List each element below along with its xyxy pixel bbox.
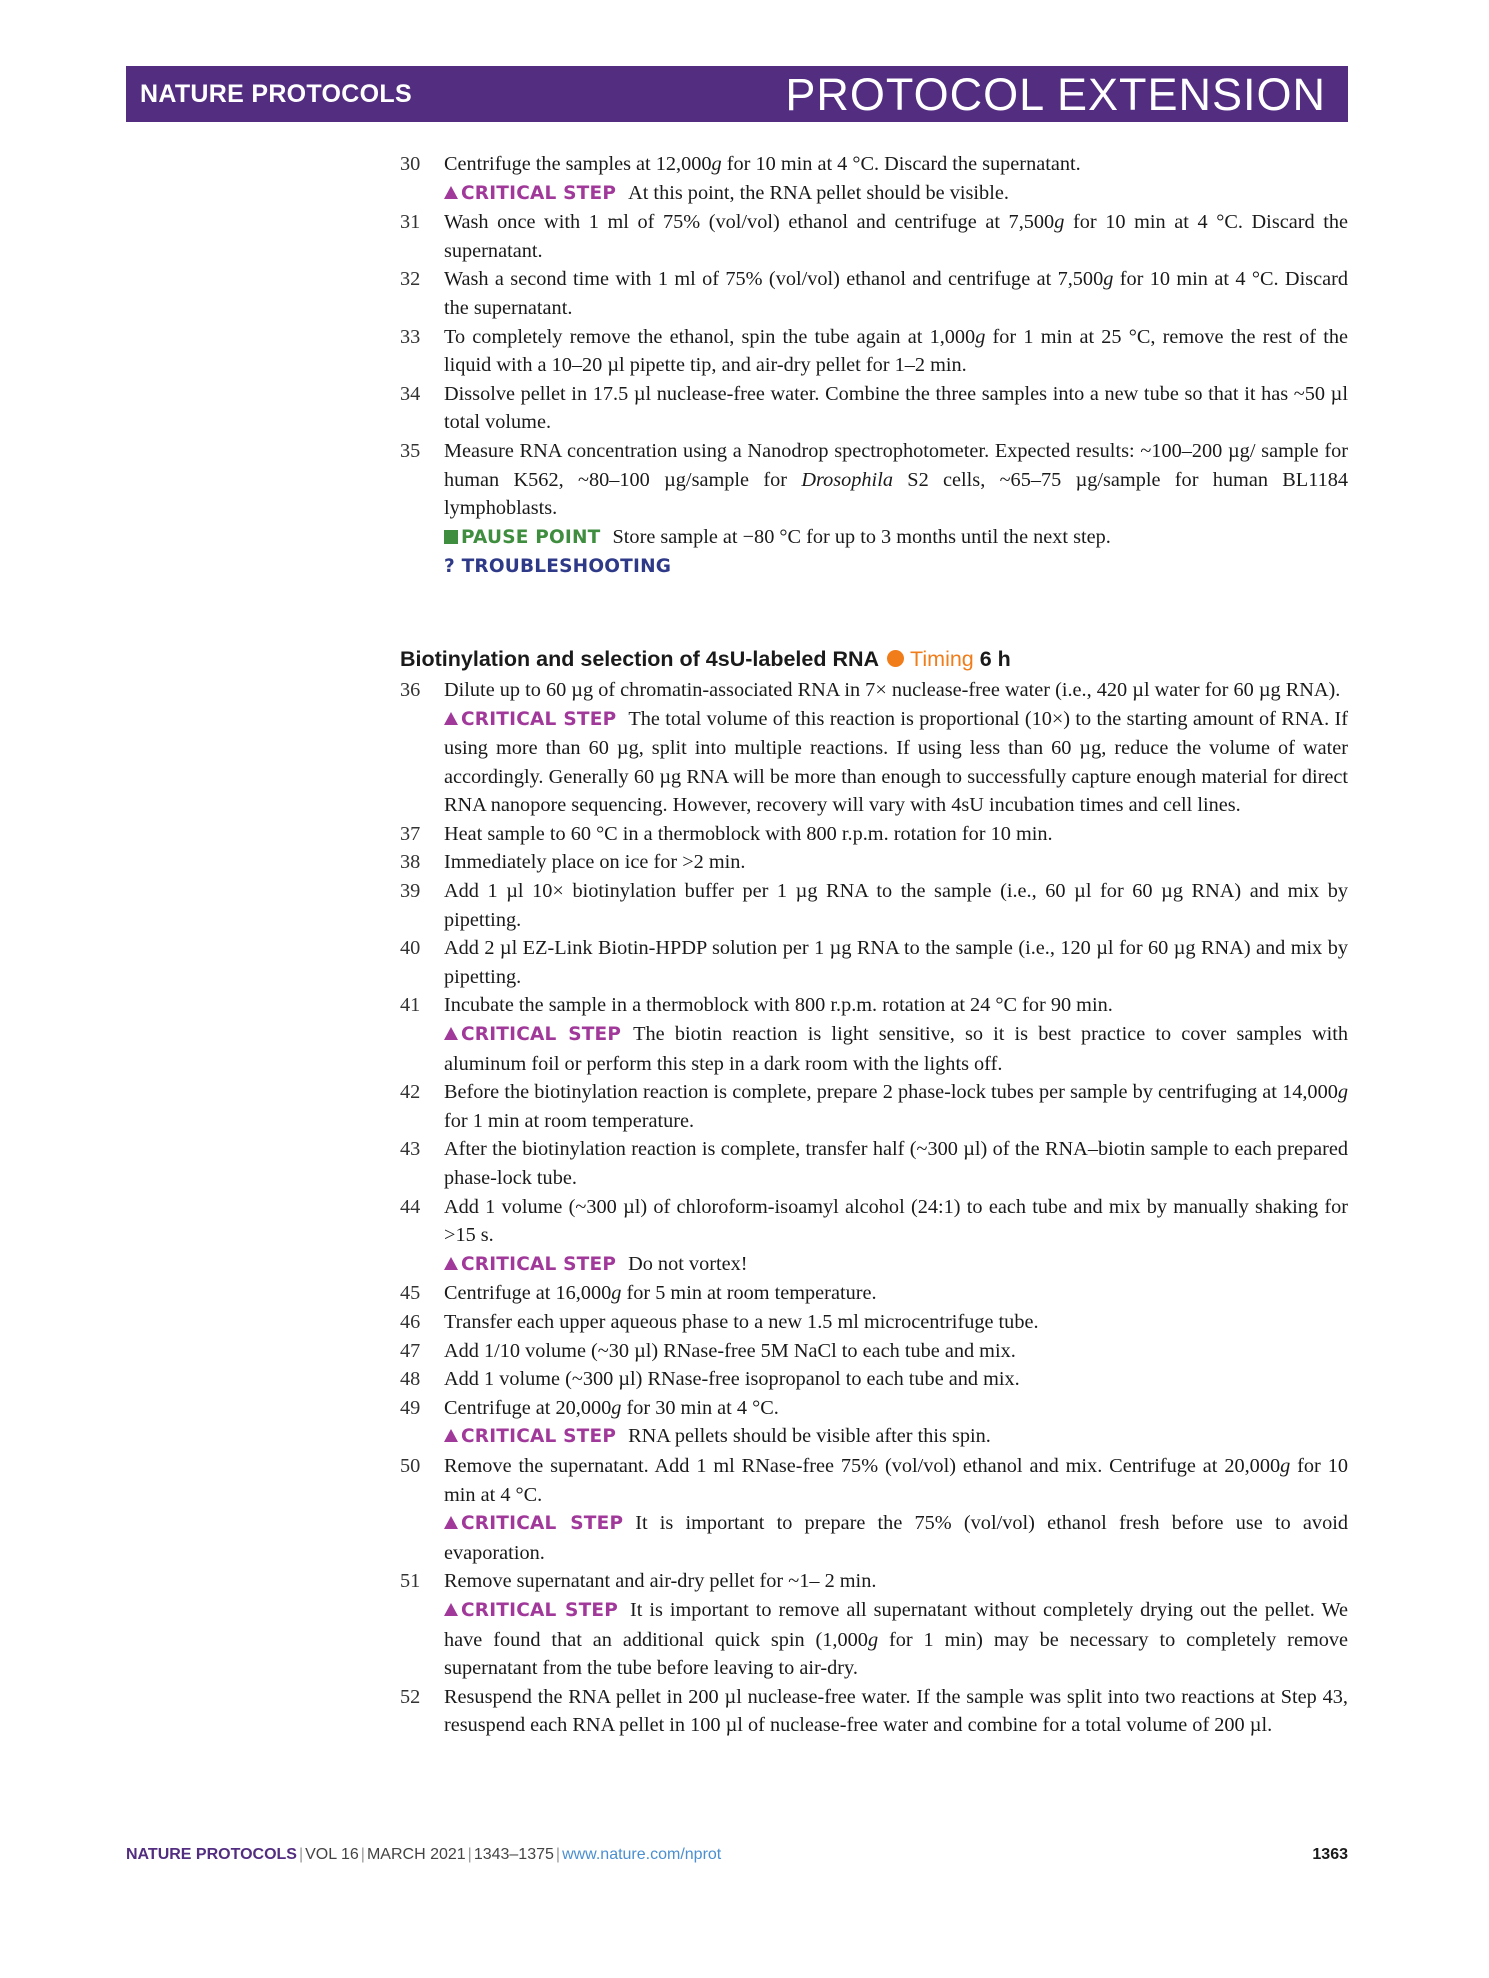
step-47: 47 Add 1/10 volume (~30 µl) RNase-free 5M NaCl to each tube and mix. (400, 1337, 1348, 1366)
critical-step-note: CRITICAL STEP The biotin reaction is light sensitive, so it is best practice to cover samples with aluminum foil or perform this step in a dark room with the lights off. (444, 1023, 1348, 1075)
timing-value: 6 h (979, 646, 1011, 671)
section-title: Biotinylation and selection of 4sU-labeled RNA (400, 646, 880, 671)
critical-step-note: CRITICAL STEP The total volume of this reaction is proportional (10×) to the starting amount of RNA. If using more than 60 µg, split into multiple reactions. If using less than 60 µg, reduce the volume of water accordingly. Generally 60 µg RNA will be more than enough to successfully capture enough material for direct RNA nanopore sequencing. However, recovery will vary with 4sU incubation times and cell lines. (444, 707, 1349, 817)
step-40: 40 Add 2 µl EZ-Link Biotin-HPDP solution per 1 µg RNA to the sample (i.e., 120 µl for 60 µg RNA) and mix by pipetting. (400, 934, 1348, 991)
step-44: 44 Add 1 volume (~300 µl) of chloroform-isoamyl alcohol (24:1) to each tube and mix by manually shaking for >15 s. CRITICAL STEP Do not vortex! (400, 1193, 1348, 1280)
step-number: 40 (400, 937, 421, 960)
step-48: 48 Add 1 volume (~300 µl) RNase-free isopropanol to each tube and mix. (400, 1365, 1348, 1394)
troubleshooting-link: ? TROUBLESHOOTING (444, 556, 672, 578)
step-number: 46 (400, 1310, 421, 1333)
step-number: 38 (400, 851, 421, 874)
pause-point-note: PAUSE POINT Store sample at −80 °C for up to 3 months until the next step. (444, 523, 1348, 553)
step-number: 42 (400, 1081, 421, 1104)
step-number: 43 (400, 1138, 421, 1161)
critical-triangle-icon (444, 1516, 458, 1529)
journal-name: NATURE PROTOCOLS (140, 80, 412, 108)
step-34: 34 Dissolve pellet in 17.5 µl nuclease-free water. Combine the three samples into a new tube so that it has ~50 µl total volume. (400, 380, 1348, 437)
critical-step-note: CRITICAL STEP RNA pellets should be visible after this spin. (444, 1422, 1348, 1452)
critical-step-note: CRITICAL STEP At this point, the RNA pellet should be visible. (444, 179, 1348, 209)
footer-citation: NATURE PROTOCOLS | VOL 16 | MARCH 2021 | 1343–1375 | www.nature.com/nprot (126, 1846, 722, 1863)
step-number: 44 (400, 1195, 421, 1218)
article-type: PROTOCOL EXTENSION (785, 69, 1326, 120)
step-number: 52 (400, 1685, 421, 1708)
protocol-body (400, 150, 1348, 1740)
step-number: 51 (400, 1570, 421, 1593)
step-number: 48 (400, 1368, 421, 1391)
step-number: 36 (400, 678, 421, 701)
step-number: 50 (400, 1454, 421, 1477)
critical-step-note: CRITICAL STEP It is important to remove all supernatant without completely drying out the pellet. We have found that an additional quick spin (1,000g for 1 min) may be necessary to completely remove supernatant from the tube before leaving to air-dry. (444, 1598, 1348, 1680)
step-39: 39 Add 1 µl 10× biotinylation buffer per 1 µg RNA to the sample (i.e., 60 µl for 60 µg RNA) and mix by pipetting. (400, 877, 1348, 934)
step-50: 50 Remove the supernatant. Add 1 ml RNase-free 75% (vol/vol) ethanol and mix. Centrifuge at 20,000g for 10 min at 4 °C. CRITICAL STEP It is important to prepare the 75% (vol/vol) ethanol fresh before use to avoid evaporation. (400, 1452, 1348, 1567)
step-36: 36 Dilute up to 60 µg of chromatin-associated RNA in 7× nuclease-free water (i.e., 420 µl water for 60 µg RNA). CRITICAL STEP The total volume of this reaction is proportional (10×) to the starting amount of RNA. If using more than 60 µg, split into multiple reactions. If using less than 60 µg, reduce the volume of water accordingly. Generally 60 µg RNA will be more than enough to successfully capture enough material for direct RNA nanopore sequencing. However, recovery will vary with 4sU incubation times and cell lines. (400, 676, 1348, 820)
step-number: 35 (400, 439, 421, 462)
step-30: 30 Centrifuge the samples at 12,000g for 10 min at 4 °C. Discard the supernatant. CRITICAL STEP At this point, the RNA pellet should be visible. (400, 150, 1348, 208)
step-33: 33 To completely remove the ethanol, spin the tube again at 1,000g for 1 min at 25 °C, remove the rest of the liquid with a 10–20 µl pipette tip, and air-dry pellet for 1–2 min. (400, 323, 1348, 380)
critical-step-note: CRITICAL STEP Do not vortex! (444, 1250, 1348, 1280)
step-32: 32 Wash a second time with 1 ml of 75% (vol/vol) ethanol and centrifuge at 7,500g for 10 min at 4 °C. Discard the supernatant. (400, 265, 1348, 322)
step-number: 33 (400, 325, 421, 348)
step-number: 37 (400, 822, 421, 845)
critical-triangle-icon (444, 1603, 458, 1616)
step-number: 34 (400, 382, 421, 405)
critical-triangle-icon (444, 1257, 458, 1270)
step-46: 46 Transfer each upper aqueous phase to a new 1.5 ml microcentrifuge tube. (400, 1308, 1348, 1337)
step-35: 35 Measure RNA concentration using a Nanodrop spectrophotometer. Expected results: ~100–200 µg/ sample for human K562, ~80–100 µg/sample for Drosophila S2 cells, ~65–75 µg/sample for human BL1184 lymphoblasts. PAUSE POINT Store sample at −80 °C for up to 3 months until the next step. ? TROUBLESHOOTING (400, 437, 1348, 582)
step-number: 49 (400, 1396, 421, 1419)
critical-triangle-icon (444, 186, 458, 199)
step-38: 38 Immediately place on ice for >2 min. (400, 848, 1348, 877)
step-51: 51 Remove supernatant and air-dry pellet for ~1– 2 min. CRITICAL STEP It is important to remove all supernatant without completely drying out the pellet. We have found that an additional quick spin (1,000g for 1 min) may be necessary to completely remove supernatant from the tube before leaving to air-dry. (400, 1567, 1348, 1682)
critical-triangle-icon (444, 1429, 458, 1442)
section-heading (400, 644, 1348, 674)
step-37: 37 Heat sample to 60 °C in a thermoblock with 800 r.p.m. rotation for 10 min. (400, 820, 1348, 849)
step-number: 47 (400, 1339, 421, 1362)
step-52: 52 Resuspend the RNA pellet in 200 µl nuclease-free water. If the sample was split into two reactions at Step 43, resuspend each RNA pellet in 100 µl of nuclease-free water and combine for a total volume of 200 µl. (400, 1683, 1348, 1740)
step-number: 31 (400, 211, 421, 234)
step-45: 45 Centrifuge at 16,000g for 5 min at room temperature. (400, 1279, 1348, 1308)
step-42: 42 Before the biotinylation reaction is complete, prepare 2 phase-lock tubes per sample by centrifuging at 14,000g for 1 min at room temperature. (400, 1078, 1348, 1135)
page-number: 1363 (1312, 1846, 1348, 1863)
step-number: 41 (400, 994, 421, 1017)
critical-triangle-icon (444, 1027, 458, 1040)
timing-label: Timing (910, 646, 974, 671)
critical-triangle-icon (444, 712, 458, 725)
journal-url-link[interactable]: www.nature.com/nprot (562, 1846, 722, 1863)
step-number: 30 (400, 153, 421, 175)
step-43: 43 After the biotinylation reaction is complete, transfer half (~300 µl) of the RNA–biotin sample to each prepared phase-lock tube. (400, 1135, 1348, 1192)
step-number: 39 (400, 880, 421, 903)
pause-square-icon (444, 530, 458, 544)
critical-step-note: CRITICAL STEP It is important to prepare the 75% (vol/vol) ethanol fresh before use to avoid evaporation. (444, 1512, 1348, 1564)
timing-dot-icon (887, 650, 904, 667)
step-49: 49 Centrifuge at 20,000g for 30 min at 4 °C. CRITICAL STEP RNA pellets should be visible after this spin. (400, 1394, 1348, 1452)
page-header (126, 66, 1348, 122)
step-number: 32 (400, 268, 421, 291)
step-number: 45 (400, 1282, 421, 1305)
step-31: 31 Wash once with 1 ml of 75% (vol/vol) ethanol and centrifuge at 7,500g for 10 min at 4 °C. Discard the supernatant. (400, 208, 1348, 265)
step-41: 41 Incubate the sample in a thermoblock with 800 r.p.m. rotation at 24 °C for 90 min. CRITICAL STEP The biotin reaction is light sensitive, so it is best practice to cover samples with aluminum foil or perform this step in a dark room with the lights off. (400, 991, 1348, 1078)
